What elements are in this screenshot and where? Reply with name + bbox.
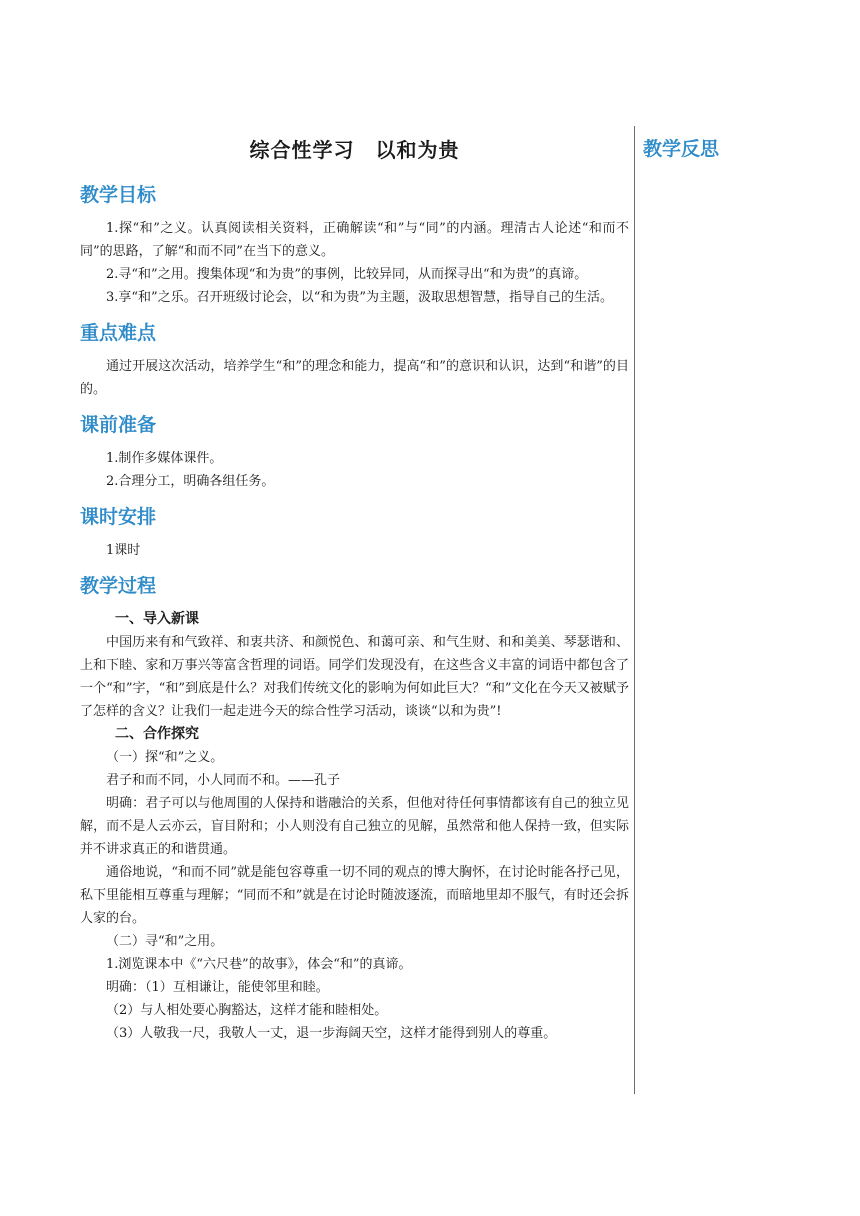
paragraph: （二）寻“和”之用。 <box>106 934 224 949</box>
paragraph: 通过开展这次活动，培养学生“和”的理念和能力，提高“和”的意识和认识，达到“和谐”的目的。 <box>80 359 629 397</box>
paragraph: 1.探“和”之义。认真阅读相关资料，正确解读“和”与“同”的内涵。理清古人论述“和而不同”的思路，了解“和而不同”在当下的意义。 <box>80 221 629 259</box>
paragraph: （一）探“和”之义。 <box>106 750 224 765</box>
section-heading: 重点难点 <box>80 322 157 344</box>
section-schedule <box>80 503 629 562</box>
document-title: 综合性学习 以和为贵 <box>249 138 460 162</box>
section-heading: 教学过程 <box>80 575 157 597</box>
paragraph: 中国历来有和气致祥、和衷共济、和颜悦色、和蔼可亲、和气生财、和和美美、琴瑟谐和、上和下睦、家和万事兴等富含哲理的词语。同学们发现没有，在这些含义丰富的词语中都包含了一个“和”字，“和”到底是什么？对我们传统文化的影响为何如此巨大？“和”文化在今天又被赋予了怎样的含义？让我们一起走进今天的综合性学习活动，谈谈“以和为贵”! <box>80 635 629 719</box>
column-divider <box>634 126 635 1094</box>
paragraph: （2）与人相处要心胸豁达，这样才能和睦相处。 <box>106 1003 388 1018</box>
paragraph: 2.寻“和”之用。搜集体现“和为贵”的事例，比较异同，从而探寻出“和为贵”的真谛。 <box>106 267 588 282</box>
section-process <box>80 572 629 1045</box>
reflection-column-title: 教学反思 <box>643 138 720 160</box>
paragraph: 通俗地说，“和而不同”就是能包容尊重一切不同的观点的博大胸怀，在讨论时能各抒己见，私下里能相互尊重与理解；“同而不和”就是在讨论时随波逐流，而暗地里却不服气，有时还会拆人家的台。 <box>80 865 629 926</box>
paragraph: （3）人敬我一尺，我敬人一丈，退一步海阔天空，这样才能得到别人的尊重。 <box>106 1026 557 1041</box>
section-preparation <box>80 411 629 493</box>
paragraph: 明确：（1）互相谦让，能使邻里和睦。 <box>106 980 329 995</box>
section-heading: 教学目标 <box>80 184 157 206</box>
paragraph: 1.制作多媒体课件。 <box>106 451 223 466</box>
section-heading: 课前准备 <box>80 414 157 436</box>
paragraph: 君子和而不同，小人同而不和。——孔子 <box>106 773 341 788</box>
paragraph: 1.浏览课本中《“六尺巷”的故事》，体会“和”的真谛。 <box>106 957 412 972</box>
paragraph: 明确：君子可以与他周围的人保持和谐融洽的关系，但他对待任何事情都该有自己的独立见解，而不是人云亦云，盲目附和；小人则没有自己独立的见解，虽然常和他人保持一致，但实际并不讲求真正的和谐贯通。 <box>80 796 629 857</box>
subheading-intro: 一、导入新课 <box>115 611 199 627</box>
main-column <box>80 126 629 1045</box>
section-objectives <box>80 181 629 309</box>
paragraph: 2.合理分工，明确各组任务。 <box>106 474 275 489</box>
paragraph: 3.享“和”之乐。召开班级讨论会，以“和为贵”为主题，汲取思想智慧，指导自己的生活。 <box>106 290 613 305</box>
subheading-explore: 二、合作探究 <box>115 726 199 742</box>
section-key-points <box>80 319 629 401</box>
paragraph: 1课时 <box>106 543 141 558</box>
section-heading: 课时安排 <box>80 506 157 528</box>
